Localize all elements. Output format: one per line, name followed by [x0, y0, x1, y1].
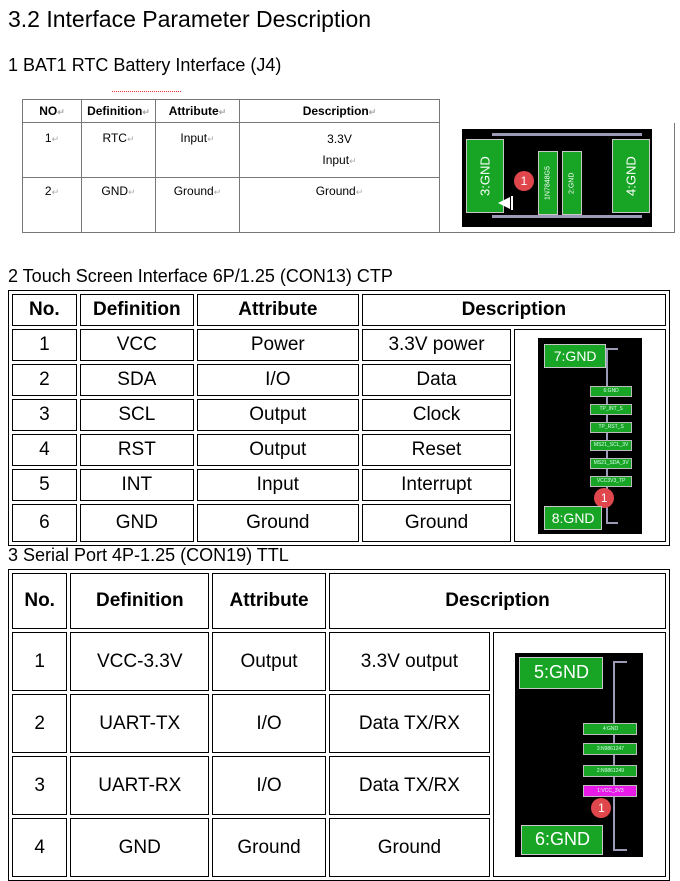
- pad-left: 3:GND: [466, 139, 504, 213]
- pad-bottom: 6:GND: [521, 825, 603, 855]
- header-no: No.: [12, 573, 67, 629]
- diode-icon: [496, 195, 520, 211]
- header-no: NO↵: [22, 99, 82, 123]
- table-row: 6 GND Ground Ground: [12, 504, 666, 542]
- rtc-connector-diagram: [462, 129, 652, 227]
- pin1-badge: 1: [514, 171, 534, 191]
- pad-bottom: 8:GND: [544, 506, 602, 530]
- section-1-heading: 1 BAT1 RTC Battery Interface (J4): [8, 55, 282, 75]
- rtc-battery-table: [22, 99, 675, 233]
- table-row: 4 GND Ground Ground: [12, 818, 666, 877]
- table-row: 3 SCL Output Clock: [12, 399, 666, 431]
- table-header-row: [22, 99, 675, 123]
- header-attribute: Attribute: [197, 294, 359, 326]
- chip-1: 1N7848G5: [538, 151, 558, 215]
- header-description: Description: [362, 294, 666, 326]
- chip-2: 2:GND: [562, 151, 582, 215]
- table-row: 1 VCC-3.3V Output 3.3V output 5:GND 4:GND 3:N9861247 2:N9861249 1:VCC_3V3 1 6:GND: [12, 632, 666, 691]
- serial-port-table: [8, 569, 670, 881]
- section-2-heading: 2 Touch Screen Interface 6P/1.25 (CON13) CTP: [8, 266, 393, 286]
- touch-screen-table: [8, 290, 670, 546]
- pin1-badge: 1: [594, 488, 614, 508]
- header-definition: Definition: [80, 294, 194, 326]
- ttl-connector-diagram: 5:GND 4:GND 3:N9861247 2:N9861249 1:VCC_3V3 1 6:GND: [515, 653, 643, 857]
- ctp-connector-diagram: 7:GND 6:GND TP_INT_S TP_RST_S MS21_SCL_3V MS21_SDA_3V VCC3V3_TP 1 8:GND: [538, 338, 642, 534]
- table-row: 3 UART-RX I/O Data TX/RX: [12, 756, 666, 815]
- pad-right: 4:GND: [612, 139, 650, 213]
- header-description: Description: [329, 573, 666, 629]
- pin1-badge: 1: [591, 798, 611, 818]
- table-row: 2↵ GND↵ Ground↵ Ground↵: [22, 178, 675, 233]
- page-title: 3.2 Interface Parameter Description: [8, 6, 372, 32]
- table-header-row: [12, 573, 666, 629]
- table-row: 1 VCC Power 3.3V power 7:GND 6:GND TP_INT_S TP_RST_S MS21_SCL_3V MS21_SDA_3V VCC3V3_TP 1 8:GND: [12, 329, 666, 361]
- table-row: 2 UART-TX I/O Data TX/RX: [12, 694, 666, 753]
- pad-top: 7:GND: [544, 344, 606, 368]
- header-definition: Definition↵: [82, 99, 156, 123]
- table-row: 2 SDA I/O Data: [12, 364, 666, 396]
- table-row: 1↵ RTC↵ Input↵ 3.3V Input↵ 3:GND 4:GND 1N7848G5 2:GND 1: [22, 123, 675, 178]
- header-attribute: Attribute: [212, 573, 326, 629]
- header-no: No.: [12, 294, 77, 326]
- pad-top: 5:GND: [519, 657, 603, 689]
- spellcheck-underline: [112, 88, 181, 92]
- header-description: Description↵: [240, 99, 440, 123]
- table-row: 4 RST Output Reset: [12, 434, 666, 466]
- section-3-heading: 3 Serial Port 4P-1.25 (CON19) TTL: [8, 545, 289, 565]
- table-row: 5 INT Input Interrupt: [12, 469, 666, 501]
- table-header-row: [12, 294, 666, 326]
- header-attribute: Attribute↵: [156, 99, 240, 123]
- header-definition: Definition: [70, 573, 209, 629]
